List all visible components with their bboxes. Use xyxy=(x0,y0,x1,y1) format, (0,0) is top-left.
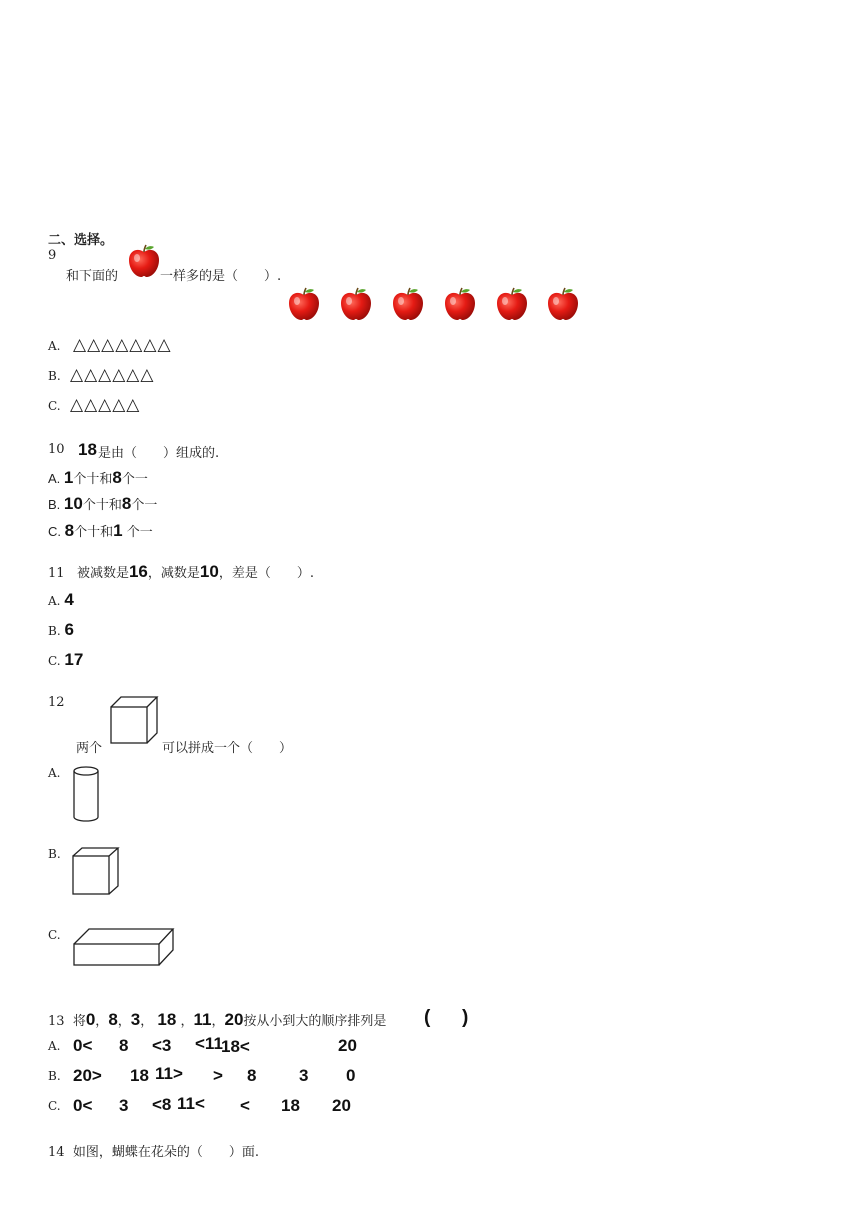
q13-option-a-part: 20 xyxy=(338,1036,357,1055)
q11-option-c-value: 17 xyxy=(64,650,84,669)
q11-option-b-value: 6 xyxy=(64,620,74,639)
q9-apple-icon xyxy=(443,287,477,323)
q13-option-a-letter: A. xyxy=(48,1039,61,1053)
q10-option-b[interactable] xyxy=(48,494,157,514)
q9-option-a-triangles: △△△△△△△ xyxy=(73,335,172,355)
q10-option-b-t2: 个一 xyxy=(131,498,158,513)
q11-option-c[interactable] xyxy=(48,650,83,670)
q13-option-b-part: 11> xyxy=(155,1064,183,1083)
q10-num: 18 xyxy=(78,440,97,459)
q13-option-a-part: <3 xyxy=(152,1036,172,1055)
q13-sep: ， xyxy=(211,1014,225,1029)
q13-num: 18 xyxy=(157,1010,177,1029)
q13-option-b-part: 18 xyxy=(130,1066,149,1085)
q13-num: 8 xyxy=(108,1010,118,1029)
q13-option-a-part: 0< xyxy=(73,1036,93,1055)
q13-option-c-part: 0< xyxy=(73,1096,93,1115)
q13-option-b-part: 8 xyxy=(247,1066,257,1085)
q9-stem-apple-icon xyxy=(127,244,161,278)
q12-stem-pre: 两个 xyxy=(76,741,103,756)
q9-stem-post: 一样多的是（ ）. xyxy=(160,269,282,284)
q10-number: 10 xyxy=(48,442,65,457)
q9-number: 9 xyxy=(48,248,57,263)
q13-paren-close: ) xyxy=(462,1007,469,1028)
q13-option-a-part: 8 xyxy=(119,1036,129,1055)
q13-t1: 将 xyxy=(72,1014,86,1029)
q11-option-c-letter: C. xyxy=(48,654,61,668)
section-title: 二、选择。 xyxy=(48,232,114,247)
q12-option-c-letter[interactable]: C. xyxy=(48,928,61,942)
q13-option-c-part: 11< xyxy=(177,1094,205,1113)
q13-option-c-part: <8 xyxy=(152,1095,172,1114)
q11-n1: 16 xyxy=(128,562,148,581)
q10-option-c-t2: 个一 xyxy=(122,525,153,540)
q11-t1: 被减数是 xyxy=(76,566,129,581)
q10-option-c-n1: 8 xyxy=(64,521,75,540)
q13-sep: ， xyxy=(180,1014,194,1029)
q9-option-c-triangles: △△△△△ xyxy=(70,395,141,415)
q12-number: 12 xyxy=(48,695,65,710)
q13-option-b-part: 3 xyxy=(299,1066,309,1085)
q11-option-a-letter: A. xyxy=(48,594,61,608)
q14-text: 如图，蝴蝶在花朵的（ ）面. xyxy=(72,1145,259,1160)
q13-option-c-part: 3 xyxy=(119,1096,129,1115)
q13-option-c-part: 20 xyxy=(332,1096,351,1115)
q10-option-a-n1: 1 xyxy=(63,468,74,487)
q13-option-c-part: < xyxy=(240,1096,250,1115)
q10-stem: 是由（ ）组成的. xyxy=(98,446,220,461)
q13-number: 13 xyxy=(48,1014,65,1029)
q13-num: 11 xyxy=(193,1010,212,1029)
q13-option-c-letter: C. xyxy=(48,1099,61,1113)
q10-option-c[interactable] xyxy=(48,521,153,541)
q11-option-a-value: 4 xyxy=(64,590,74,609)
q13-num: 0 xyxy=(85,1010,96,1029)
q13-num: 20 xyxy=(224,1010,244,1029)
cylinder-icon xyxy=(73,766,101,824)
q11-option-a[interactable] xyxy=(48,590,74,610)
q10-option-a-t2: 个一 xyxy=(121,472,148,487)
q13-option-b-part: 0 xyxy=(346,1066,356,1085)
q11-option-b[interactable] xyxy=(48,620,74,640)
q13-sep: ， xyxy=(95,1014,109,1029)
q12-stem-post: 可以拼成一个（ ） xyxy=(162,741,293,756)
q9-option-b-triangles: △△△△△△ xyxy=(70,365,155,385)
q13-t2: 按从小到大的顺序排列是 xyxy=(243,1014,387,1029)
q10-option-a-n2: 8 xyxy=(112,468,122,487)
q13-option-a-part: <11 xyxy=(195,1034,223,1053)
q9-stem-pre: 和下面的 xyxy=(66,269,119,284)
q10-option-a-t1: 个十和 xyxy=(73,472,113,487)
q9-apple-icon xyxy=(391,287,425,323)
q13-num: 3 xyxy=(130,1010,141,1029)
q9-apple-icon xyxy=(546,287,580,323)
q13-paren-open: ( xyxy=(424,1007,431,1028)
q13-option-b-part: 20> xyxy=(73,1066,102,1085)
q13-option-c-part: 18 xyxy=(281,1096,300,1115)
q10-option-c-n2: 1 xyxy=(113,521,123,540)
q13-option-a-part: 18< xyxy=(221,1037,250,1056)
q9-apple-icon xyxy=(495,287,529,323)
q12-option-b-letter[interactable]: B. xyxy=(48,847,61,861)
q9-option-c-letter[interactable]: C. xyxy=(48,399,61,413)
q11-number: 11 xyxy=(48,566,65,581)
q11-t2: ，减数是 xyxy=(147,566,200,581)
q13-stem xyxy=(48,1010,386,1030)
q10-option-b-t1: 个十和 xyxy=(82,498,122,513)
q9-option-a-letter[interactable]: A. xyxy=(48,339,61,353)
q13-option-b-part: > xyxy=(213,1066,223,1085)
q11-stem xyxy=(48,562,314,582)
q14-stem xyxy=(48,1141,259,1160)
q11-t3: ，差是（ ）. xyxy=(218,566,314,581)
q12-option-a-letter[interactable]: A. xyxy=(48,766,61,780)
q11-option-b-letter: B. xyxy=(48,624,61,638)
q10-option-b-letter: B. xyxy=(48,497,61,512)
q10-option-b-n2: 8 xyxy=(121,494,132,513)
q11-n2: 10 xyxy=(199,562,219,581)
q12-stem-cube-icon xyxy=(109,695,159,745)
q10-option-a[interactable] xyxy=(48,468,148,488)
q13-option-b-letter: B. xyxy=(48,1069,61,1083)
q10-option-a-letter: A. xyxy=(48,471,61,486)
q10-option-b-n1: 10 xyxy=(63,494,83,513)
q13-sep: ， xyxy=(140,1014,154,1029)
q10-option-c-t1: 个十和 xyxy=(74,525,114,540)
q14-number: 14 xyxy=(48,1145,65,1160)
q13-sep: ， xyxy=(117,1014,131,1029)
q10-option-c-letter: C. xyxy=(48,524,61,539)
cube-icon xyxy=(72,846,122,896)
q9-apple-icon xyxy=(339,287,373,323)
cuboid-icon xyxy=(73,927,175,967)
q9-option-b-letter[interactable]: B. xyxy=(48,369,61,383)
q9-apple-icon xyxy=(287,287,321,323)
